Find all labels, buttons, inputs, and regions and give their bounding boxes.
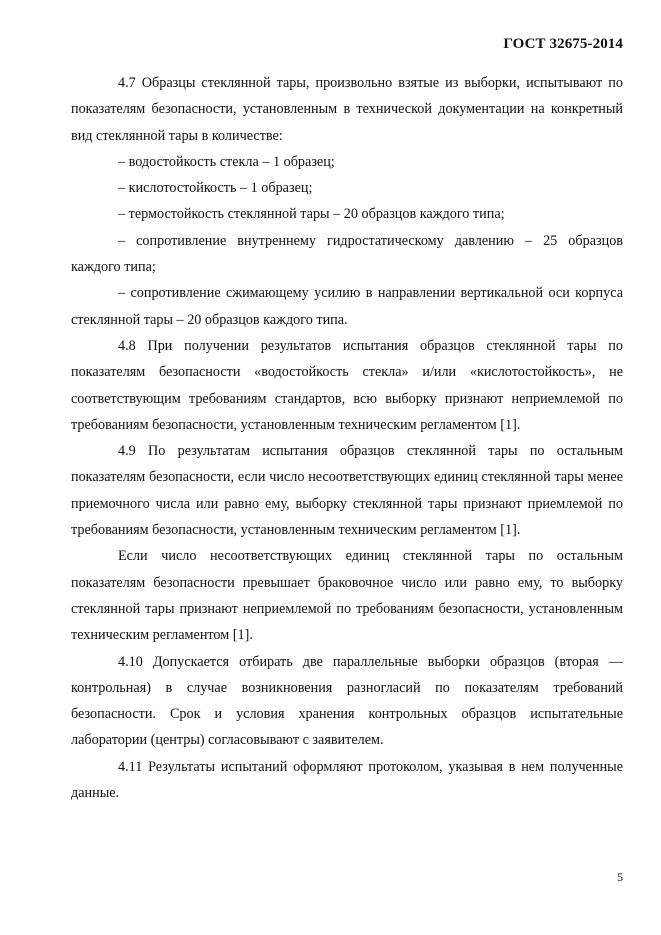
document-body <box>71 70 623 806</box>
list-item-hydrostatic-pressure: – сопротивление внутреннему гидростатическому давлению – 25 образцов каждого типа; <box>71 232 623 276</box>
list-item-thermal-resistance: – термостойкость стеклянной тары – 20 образцов каждого типа; <box>118 206 505 223</box>
paragraph-4-11: 4.11 Результаты испытаний оформляют протоколом, указывая в нем полученные данные. <box>71 758 623 802</box>
paragraph-4-9-continued: Если число несоответствующих единиц стеклянной тары по остальным показателям безопасности превышает браковочное число или равно ему, то выборку стеклянной тары признают неприемлемой по требованиям безопасности, установленным техническим регламентом [1]. <box>71 548 623 644</box>
page-number: 5 <box>617 870 623 884</box>
paragraph-4-7: 4.7 Образцы стеклянной тары, произвольно взятые из выборки, испытывают по показателям безопасности, установленным в технической документации на конкретный вид стеклянной тары в количестве: <box>71 75 623 144</box>
paragraph-4-9: 4.9 По результатам испытания образцов стеклянной тары по остальным показателям безопасности, если число несоответствующих единиц стеклянной тары менее приемочного числа или равно ему, выборку стеклянной тары признают приемлемой по требованиям безопасности, установленным техническим регламентом [1]. <box>71 443 623 539</box>
standard-identifier: ГОСТ 32675-2014 <box>503 36 623 52</box>
paragraph-4-10: 4.10 Допускается отбирать две параллельные выборки образцов (вторая — контрольная) в случае возникновения разногласий по показателям требований безопасности. Срок и условия хранения контрольных образцов испытательные лаборатории (центры) согласовывают с заявителем. <box>71 653 623 749</box>
list-item-compression-force: – сопротивление сжимающему усилию в направлении вертикальной оси корпуса стеклянной тары – 20 образцов каждого типа. <box>71 285 623 328</box>
paragraph-4-8: 4.8 При получении результатов испытания образцов стеклянной тары по показателям безопасности «водостойкость стекла» и/или «кислотостойкость», не соответствующим требованиям стандартов, всю выборку признают неприемлемой по требованиям безопасности, установленным техническим регламентом [1]. <box>71 337 623 433</box>
list-item-water-resistance: – водостойкость стекла – 1 образец; <box>118 153 335 170</box>
list-item-acid-resistance: – кислотостойкость – 1 образец; <box>118 180 313 197</box>
